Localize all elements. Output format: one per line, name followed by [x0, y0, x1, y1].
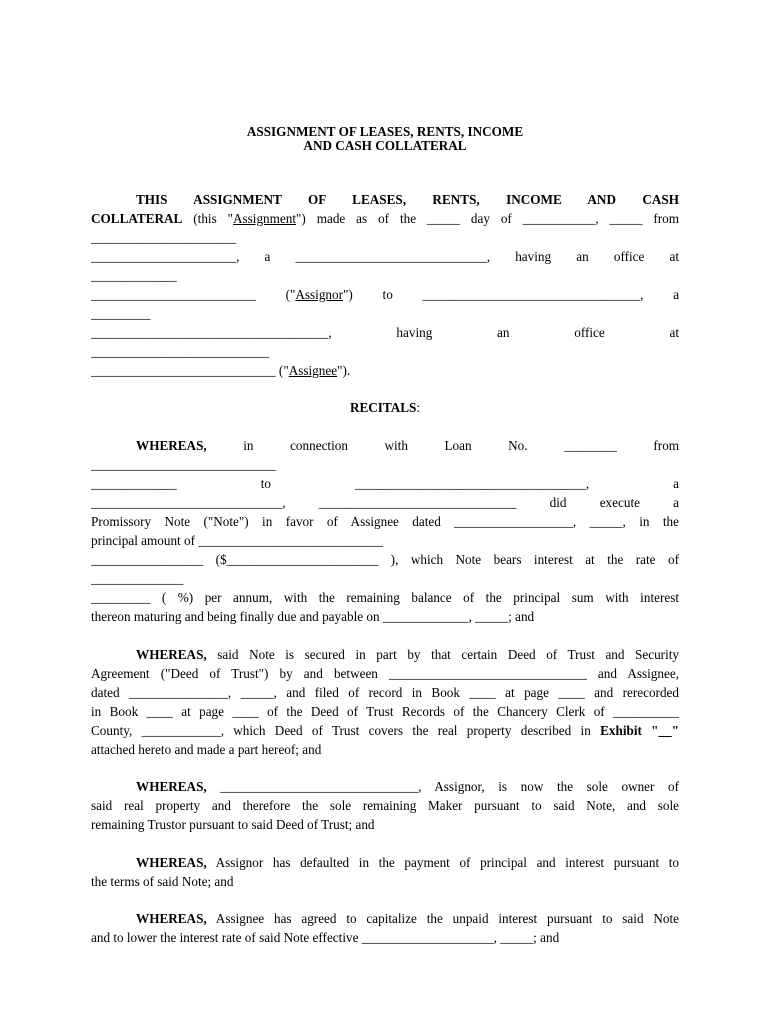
recitals-heading: RECITALS:: [349, 400, 421, 415]
whereas-2-line-1: WHEREAS, said Note is secured in part by that certain Deed of Trust and Security: [136, 647, 679, 662]
whereas-1-line-1: WHEREAS, in connection with Loan No. ________ from: [136, 438, 679, 453]
intro-line-2: COLLATERAL (this "Assignment") made as of the _____ day of ___________, _____ from: [91, 211, 679, 226]
document-title-line-2: AND CASH COLLATERAL: [303, 138, 467, 153]
whereas-1-line-10: thereon maturing and being finally due and payable on _____________, _____; and: [91, 609, 535, 624]
whereas-1-line-6: principal amount of ____________________________: [91, 533, 383, 548]
whereas-5-line-1: WHEREAS, Assignee has agreed to capitalize the unpaid interest pursuant to said Note: [136, 911, 679, 926]
intro-line-1: THIS ASSIGNMENT OF LEASES, RENTS, INCOME AND CASH: [136, 192, 679, 207]
whereas-2-line-6: attached hereto and made a part hereof; and: [91, 742, 322, 757]
intro-line-3: ______________________: [91, 230, 237, 245]
intro-line-5: _____________: [91, 268, 177, 283]
whereas-2-line-2: Agreement ("Deed of Trust") by and between ______________________________ and Assignee,: [91, 666, 679, 681]
whereas-2-line-5: County, ____________, which Deed of Trust covers the real property described in Exhibit "__": [91, 723, 679, 738]
whereas-1-line-3: _____________ to ___________________________________, a: [91, 476, 679, 491]
document-title-line-1: ASSIGNMENT OF LEASES, RENTS, INCOME: [246, 124, 524, 139]
intro-line-9: ___________________________: [91, 344, 270, 359]
intro-line-7: _________: [91, 306, 151, 321]
whereas-1-line-4: _____________________________, ______________________________ did execute a: [91, 495, 679, 510]
whereas-1-line-8: ______________: [91, 571, 184, 586]
intro-line-4: ______________________, a _____________________________, having an office at: [91, 249, 679, 264]
whereas-5-line-2: and to lower the interest rate of said Note effective ____________________, _____; and: [91, 930, 560, 945]
intro-line-6: _________________________ ("Assignor") to _________________________________, a: [91, 287, 679, 302]
whereas-1-line-2: ____________________________: [91, 457, 276, 472]
whereas-1-line-7: _________________ ($_______________________ ), which Note bears interest at the rate of: [91, 552, 679, 567]
whereas-3-line-3: remaining Trustor pursuant to said Deed of Trust; and: [91, 817, 375, 832]
whereas-4-line-1: WHEREAS, Assignor has defaulted in the payment of principal and interest pursuant to: [136, 855, 679, 870]
whereas-2-line-4: in Book ____ at page ____ of the Deed of Trust Records of the Chancery Clerk of __________: [91, 704, 679, 719]
whereas-2-line-3: dated _______________, _____, and filed of record in Book ____ at page ____ and rerecorded: [91, 685, 679, 700]
whereas-1-line-5: Promissory Note ("Note") in favor of Assignee dated __________________, _____, in the: [91, 514, 679, 529]
whereas-3-line-2: said real property and therefore the sole remaining Maker pursuant to said Note, and sole: [91, 798, 679, 813]
whereas-3-line-1: WHEREAS, ______________________________, Assignor, is now the sole owner of: [136, 779, 679, 794]
intro-line-10: ____________________________ ("Assignee").: [91, 363, 351, 378]
whereas-4-line-2: the terms of said Note; and: [91, 874, 234, 889]
whereas-1-line-9: _________ ( %) per annum, with the remaining balance of the principal sum with interest: [91, 590, 679, 605]
intro-line-8: ____________________________________, having an office at: [91, 325, 679, 340]
